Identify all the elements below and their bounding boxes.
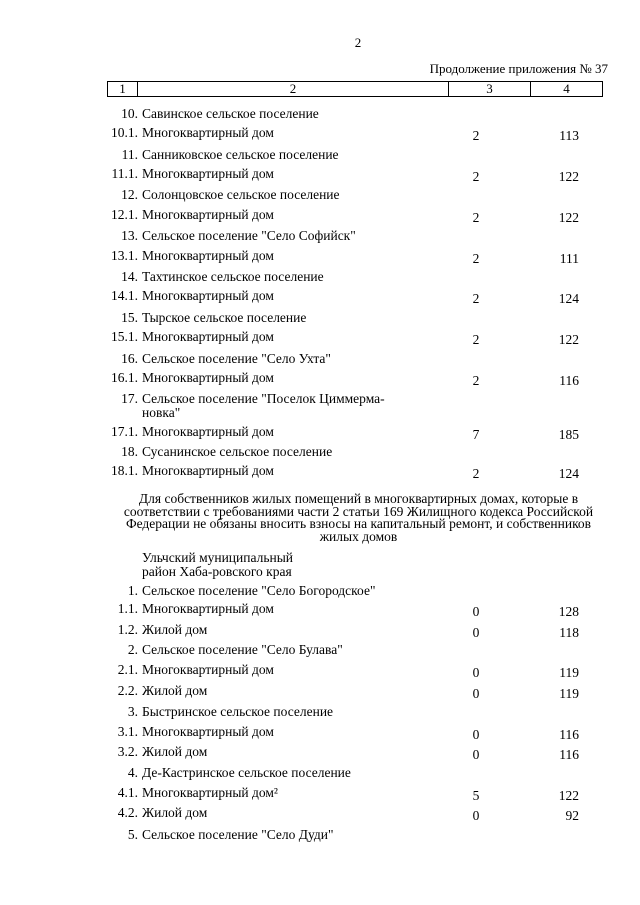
row-name: Многоквартирный дом	[142, 424, 274, 439]
row-col-3-value: 0	[472, 686, 480, 701]
row-name: Многоквартирный дом	[142, 724, 274, 739]
row-col-3-value: 0	[472, 727, 480, 742]
row-number: 15.	[121, 310, 138, 325]
row-name: Многоквартирный дом	[142, 207, 274, 222]
row-number: 17.	[121, 391, 138, 406]
row-number: 2.	[127, 642, 138, 657]
header-col-4: 4	[563, 81, 570, 96]
row-col-4-value: 122	[558, 332, 579, 347]
row-name: Многоквартирный дом	[142, 329, 274, 344]
row-number: 1.	[127, 583, 138, 598]
row-name: Сельское поселение "Село Ухта"	[142, 351, 331, 366]
row-number: 13.1.	[111, 248, 138, 263]
row-number: 16.	[121, 351, 138, 366]
row-number: 11.1.	[111, 166, 138, 181]
continuation-label: Продолжение приложения № 37	[429, 61, 608, 76]
row-col-4-value: 185	[558, 427, 579, 442]
row-col-3-value: 7	[472, 427, 480, 442]
row-name: Жилой дом	[142, 683, 208, 698]
row-number: 15.1.	[111, 329, 138, 344]
page-number: 2	[354, 35, 362, 50]
row-name: Санниковское сельское поселение	[142, 147, 339, 162]
row-col-3-value: 0	[472, 625, 480, 640]
row-name: Многоквартирный дом	[142, 125, 274, 140]
row-col-3-value: 0	[472, 747, 480, 762]
row-number: 14.1.	[111, 288, 138, 303]
row-name: Сусанинское сельское поселение	[142, 444, 333, 459]
row-col-4-value: 124	[558, 291, 579, 306]
row-col-4-value: 118	[559, 625, 579, 640]
row-name: Многоквартирный дом	[142, 370, 274, 385]
row-col-3-value: 2	[472, 251, 480, 266]
row-number: 3.1.	[117, 724, 138, 739]
row-number: 10.1.	[111, 125, 138, 140]
header-col-1: 1	[108, 82, 138, 96]
row-col-4-value: 92	[565, 808, 579, 823]
row-name: Многоквартирный дом	[142, 601, 274, 616]
row-col-3-value: 2	[472, 332, 480, 347]
row-number: 5.	[127, 827, 138, 842]
row-col-3-value: 0	[472, 808, 480, 823]
row-name: Жилой дом	[142, 805, 208, 820]
row-name: Солонцовское сельское поселение	[142, 187, 340, 202]
row-col-4-value: 122	[558, 788, 579, 803]
row-col-3-value: 2	[472, 373, 480, 388]
row-col-4-value: 119	[559, 686, 579, 701]
row-col-4-value: 111	[559, 251, 579, 266]
table-header	[107, 81, 603, 97]
row-col-4-value: 128	[558, 604, 579, 619]
row-name: Сельское поселение "Село Богородское"	[142, 583, 376, 598]
row-number: 4.1.	[117, 785, 138, 800]
row-name: Многоквартирный дом	[142, 463, 274, 478]
row-number: 4.	[127, 765, 138, 780]
row-number: 3.	[127, 704, 138, 719]
row-col-3-value: 0	[472, 665, 480, 680]
row-name: Савинское сельское поселение	[142, 106, 319, 121]
row-col-3-value: 2	[472, 169, 480, 184]
row-name: Многоквартирный дом	[142, 166, 274, 181]
row-name: Де-Кастринское сельское поселение	[142, 765, 351, 780]
row-col-3-value: 2	[472, 291, 480, 306]
row-col-3-value: 2	[472, 128, 480, 143]
row-number: 2.1.	[117, 662, 138, 677]
row-col-3-value: 2	[472, 466, 480, 481]
row-number: 10.	[121, 106, 138, 121]
row-name: Тахтинское сельское поселение	[142, 269, 324, 284]
row-name: Быстринское сельское поселение	[142, 704, 334, 719]
row-col-4-value: 113	[559, 128, 579, 143]
row-name: Многоквартирный дом²	[142, 785, 278, 800]
section-note: Для собственников жилых помещений в многоквартирных домах, которые в соответствии с требованиями части 2 статьи 169 Жилищного кодекса Российской Федерации не обязаны вносить взносы на капитальный ремонт, и собственников жилых домов	[123, 491, 594, 544]
row-col-4-value: 116	[559, 727, 579, 742]
row-name: Тырское сельское поселение	[142, 310, 307, 325]
row-col-3-value: 5	[472, 788, 480, 803]
row-col-4-value: 116	[559, 747, 579, 762]
row-number: 3.2.	[117, 744, 138, 759]
row-number: 12.	[121, 187, 138, 202]
row-col-4-value: 122	[558, 210, 579, 225]
header-col-3: 3	[449, 82, 531, 96]
row-number: 12.1.	[111, 207, 138, 222]
row-name: Сельское поселение "Поселок Циммерма-новка"	[142, 391, 385, 420]
row-number: 18.	[121, 444, 138, 459]
row-name: Сельское поселение "Село Софийск"	[142, 228, 356, 243]
row-number: 14.	[121, 269, 138, 284]
row-number: 1.1.	[117, 601, 138, 616]
row-name: Сельское поселение "Село Дуди"	[142, 827, 334, 842]
row-number: 17.1.	[111, 424, 138, 439]
row-number: 2.2.	[117, 683, 138, 698]
header-col-2: 2	[138, 82, 449, 96]
row-name: Многоквартирный дом	[142, 288, 274, 303]
row-name: Жилой дом	[142, 622, 208, 637]
row-col-3-value: 0	[472, 604, 480, 619]
row-number: 13.	[121, 228, 138, 243]
row-number: 18.1.	[111, 463, 138, 478]
row-col-4-value: 124	[558, 466, 579, 481]
row-name: Сельское поселение "Село Булава"	[142, 642, 343, 657]
district-title-text: Ульчский муниципальный район Хаба-ровского края	[142, 550, 294, 579]
row-name: Многоквартирный дом	[142, 248, 274, 263]
row-number: 1.2.	[117, 622, 138, 637]
row-name: Многоквартирный дом	[142, 662, 274, 677]
row-number: 16.1.	[111, 370, 138, 385]
row-col-4-value: 122	[558, 169, 579, 184]
row-col-4-value: 116	[559, 373, 579, 388]
row-name: Жилой дом	[142, 744, 208, 759]
row-number: 11.	[121, 147, 138, 162]
row-col-4-value: 119	[559, 665, 579, 680]
row-number: 4.2.	[117, 805, 138, 820]
row-col-3-value: 2	[472, 210, 480, 225]
